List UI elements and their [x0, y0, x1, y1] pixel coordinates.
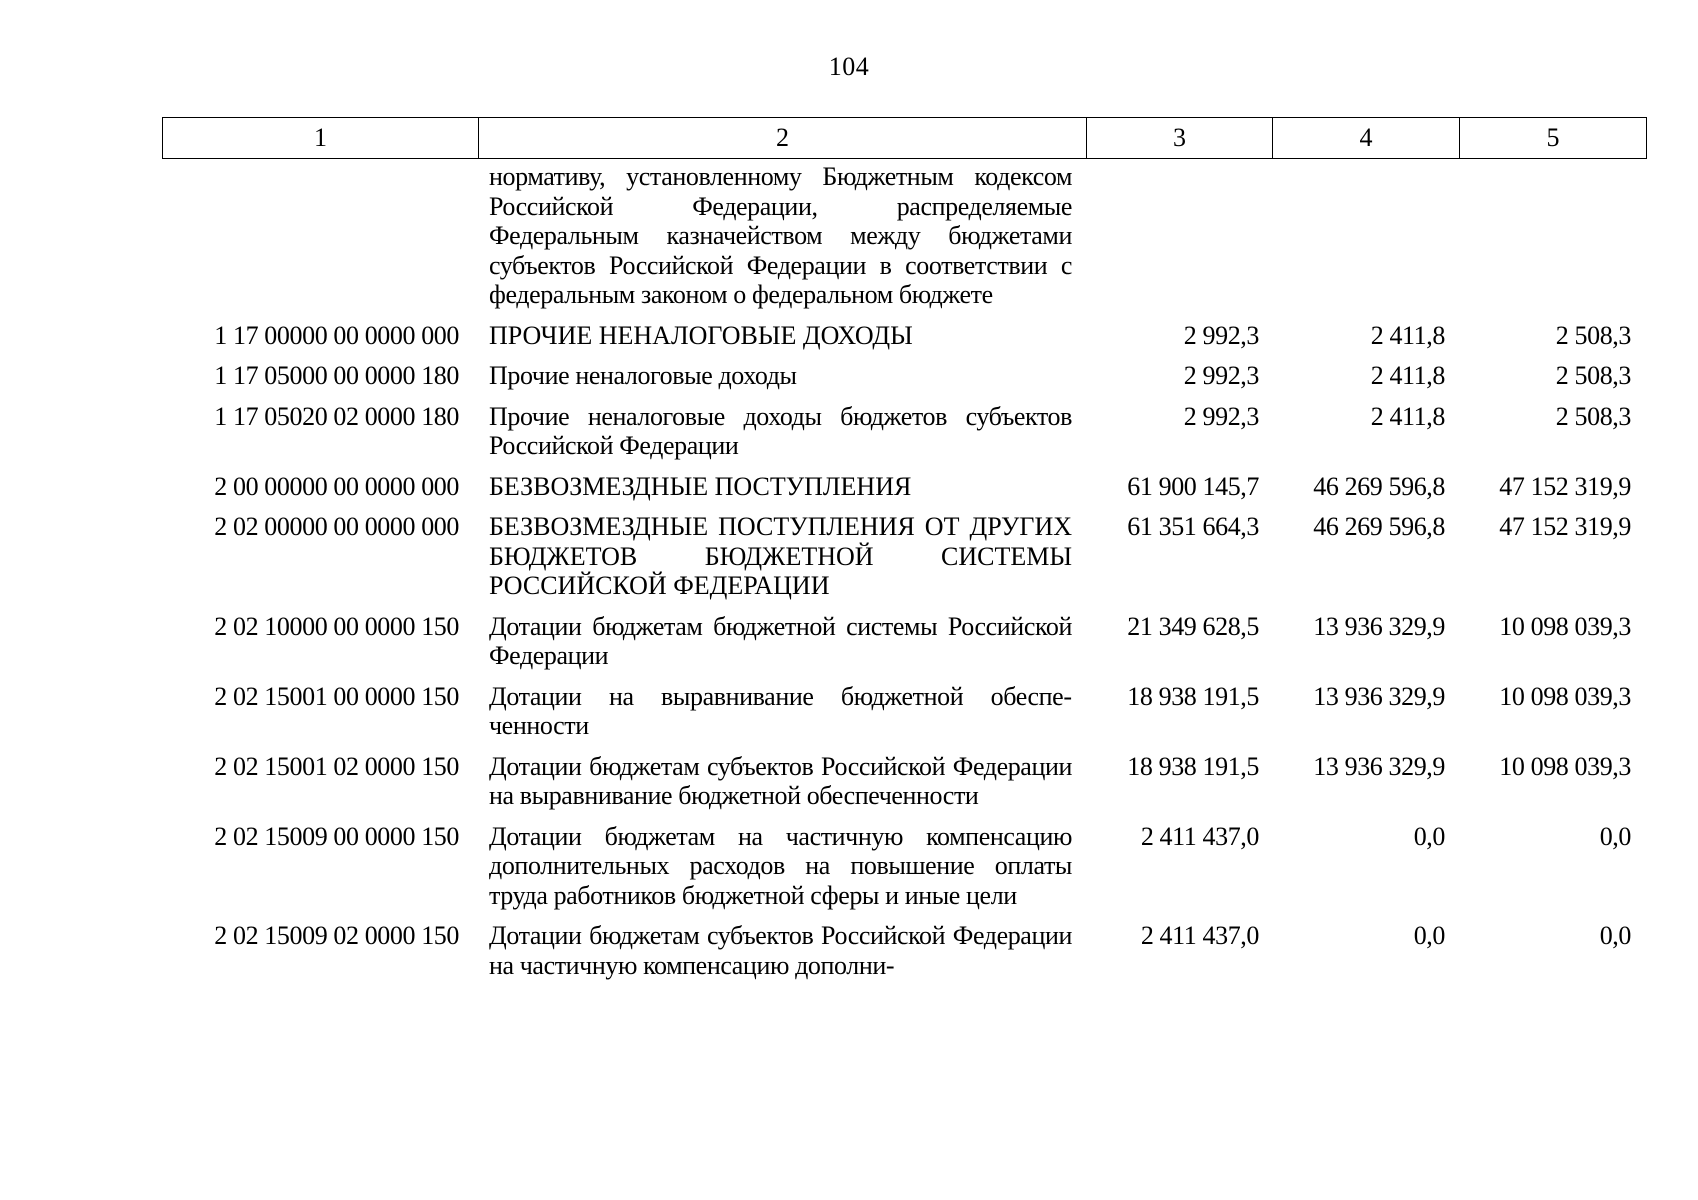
header-col-5: 5: [1460, 118, 1647, 159]
row-description: Дотации бюджетам на частичную компенсацию дополнительных расходов на повышение оплаты труда работников бюджетной сферы и иные цели: [489, 821, 1072, 910]
row-value-col5: 10 098 039,3: [1499, 751, 1631, 781]
row-value-col5: 0,0: [1599, 821, 1631, 851]
row-value-col5: 2 508,3: [1555, 320, 1631, 350]
table-row: [162, 682, 1641, 752]
row-code: 2 02 15009 02 0000 150: [214, 921, 459, 950]
row-description: БЕЗВОЗМЕЗДНЫЕ ПОСТУПЛЕНИЯ ОТ ДРУГИХ БЮДЖЕТОВ БЮДЖЕТНОЙ СИСТЕМЫ РОССИЙСКОЙ ФЕДЕРАЦИИ: [489, 512, 1072, 600]
row-value-col3: 2 992,3: [1183, 361, 1259, 390]
row-code: 2 02 15001 00 0000 150: [214, 681, 459, 711]
row-code: 1 17 05000 00 0000 180: [214, 361, 459, 390]
header-row: [163, 118, 1647, 159]
row-value-col5: 47 152 319,9: [1499, 512, 1631, 541]
row-value-col3: 21 349 628,5: [1127, 611, 1259, 641]
row-code: 2 02 15001 02 0000 150: [214, 751, 459, 781]
row-value-col3: 2 411 437,0: [1140, 821, 1259, 851]
table-row: [162, 361, 1641, 402]
row-value-col3: [1084, 162, 1269, 321]
row-value-col4: 13 936 329,9: [1313, 751, 1445, 781]
row-description: Прочие неналоговые доходы бюджетов субъектов Российской Федерации: [489, 401, 1072, 460]
row-code: 2 02 10000 00 0000 150: [214, 611, 459, 641]
row-value-col5: 2 508,3: [1555, 401, 1631, 431]
row-code: 2 00 00000 00 0000 000: [214, 471, 459, 501]
row-value-col4: 0,0: [1413, 821, 1445, 851]
table-row: [162, 822, 1641, 922]
row-code: 2 02 00000 00 0000 000: [214, 512, 459, 541]
row-value-col4: 46 269 596,8: [1313, 512, 1445, 541]
row-value-col5: 0,0: [1599, 921, 1631, 950]
row-description: Дотации бюджетам субъектов Российской Федерации на частичную компенсацию дополни-: [489, 921, 1072, 980]
budget-table: [162, 162, 1641, 991]
row-description: БЕЗВОЗМЕЗДНЫЕ ПОСТУПЛЕНИЯ: [489, 471, 912, 501]
row-value-col5: 10 098 039,3: [1499, 681, 1631, 711]
row-value-col3: 61 900 145,7: [1127, 471, 1259, 501]
header-col-2: 2: [479, 118, 1087, 159]
row-value-col3: 18 938 191,5: [1127, 681, 1259, 711]
row-code: 1 17 00000 00 0000 000: [214, 320, 459, 350]
row-description: Дотации бюджетам бюджетной системы Российской Федерации: [489, 611, 1072, 670]
header-col-3: 3: [1087, 118, 1273, 159]
table-row: [162, 162, 1641, 321]
row-value-col5: 47 152 319,9: [1499, 471, 1631, 501]
row-value-col4: 46 269 596,8: [1313, 471, 1445, 501]
row-value-col5: 10 098 039,3: [1499, 611, 1631, 641]
page-number: 104: [828, 52, 870, 81]
row-code: 2 02 15009 00 0000 150: [214, 821, 459, 851]
row-value-col4: 2 411,8: [1370, 320, 1445, 350]
header-col-4: 4: [1273, 118, 1460, 159]
table-row: [162, 321, 1641, 362]
row-description: Прочие неналоговые доходы: [489, 361, 797, 390]
row-code: [162, 162, 477, 321]
row-value-col3: 2 992,3: [1183, 320, 1259, 350]
table-row: [162, 512, 1641, 612]
row-description: ПРОЧИЕ НЕНАЛОГОВЫЕ ДОХОДЫ: [489, 320, 913, 350]
table-row: [162, 612, 1641, 682]
row-value-col3: 2 992,3: [1183, 401, 1259, 431]
row-value-col5: [1455, 162, 1641, 321]
table-row: [162, 752, 1641, 822]
table-row: [162, 472, 1641, 513]
header-col-1: 1: [163, 118, 479, 159]
row-value-col4: [1269, 162, 1455, 321]
table-row: [162, 921, 1641, 991]
row-description: Дотации на выравнивание бюджетной обеспеченности: [489, 681, 1072, 740]
row-value-col4: 2 411,8: [1370, 401, 1445, 431]
row-value-col3: 2 411 437,0: [1140, 921, 1259, 950]
row-value-col3: 18 938 191,5: [1127, 751, 1259, 781]
row-description: Дотации бюджетам субъектов Российской Федерации на выравнивание бюджетной обеспеченности: [489, 751, 1072, 810]
row-value-col4: 13 936 329,9: [1313, 681, 1445, 711]
row-value-col4: 13 936 329,9: [1313, 611, 1445, 641]
table-header: [162, 117, 1647, 159]
table-row: [162, 402, 1641, 472]
row-value-col4: 2 411,8: [1370, 361, 1445, 390]
row-code: 1 17 05020 02 0000 180: [214, 401, 459, 431]
row-description: нормативу, установленному Бюджетным кодексом Российской Федерации, распределяемые Федеральным казначейством между бюджетами субъектов Российской Федерации в соответствии с федеральным законом о федеральном бюджете: [489, 162, 1072, 309]
row-value-col5: 2 508,3: [1555, 361, 1631, 390]
row-value-col4: 0,0: [1413, 921, 1445, 950]
row-value-col3: 61 351 664,3: [1127, 512, 1259, 541]
